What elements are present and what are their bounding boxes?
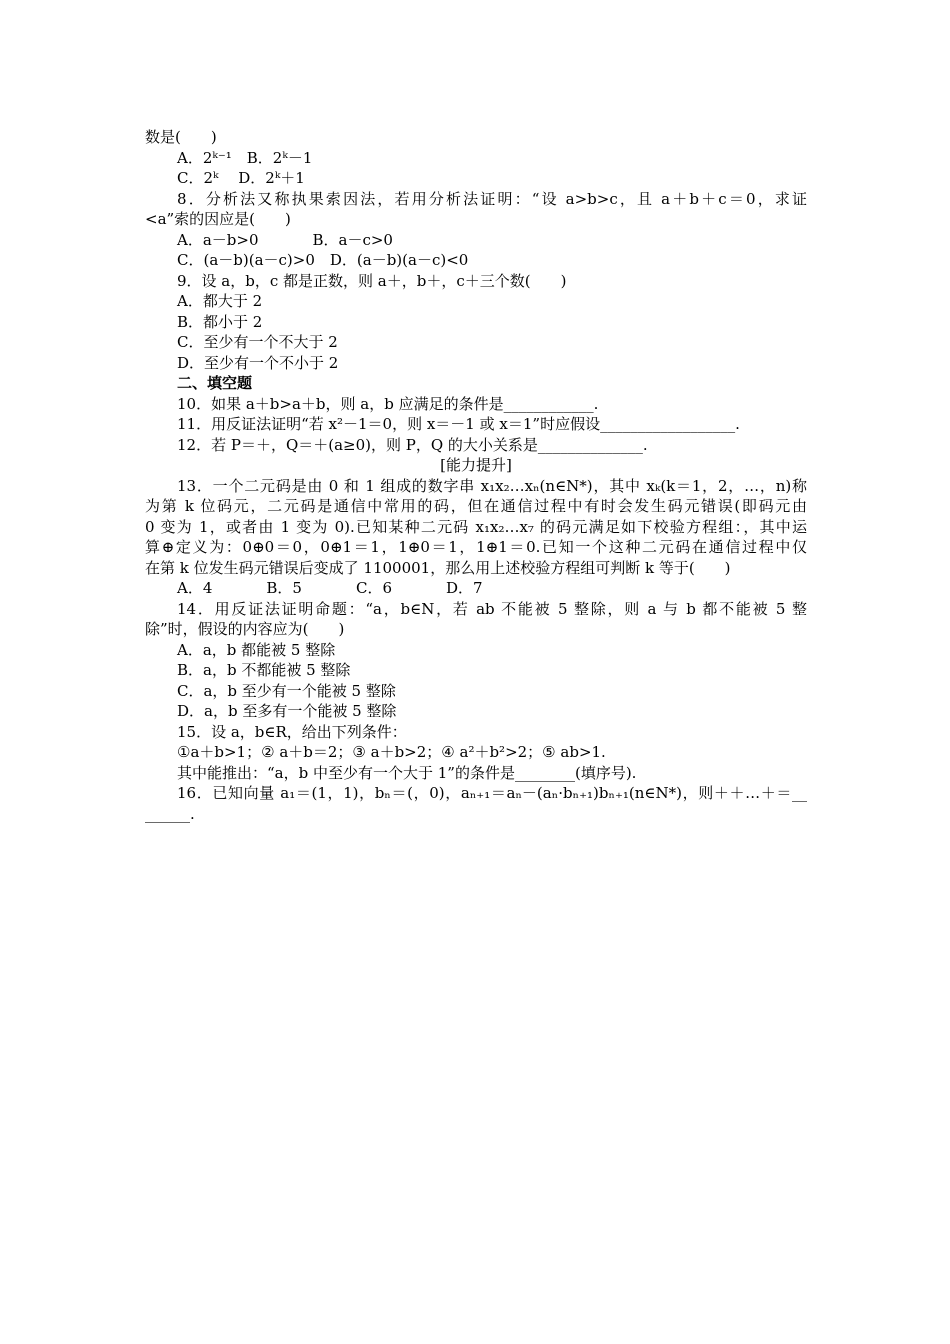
q13-options <box>145 578 807 599</box>
q16-line2: ______. <box>145 804 195 823</box>
q15-conditions: ①a＋b>1；② a＋b＝2；③ a＋b>2；④ a²＋b²>2；⑤ ab>1. <box>177 743 606 761</box>
q8-stem-line2: <a”索的因应是( ) <box>145 210 291 228</box>
q12: 12．若 P＝＋，Q＝＋(a≥0)，则 P，Q 的大小关系是______________. <box>177 435 648 454</box>
q14-line1: 14．用反证法证明命题：“a，b∈N，若 ab 不能被 5 整除，则 a 与 b 都不能被 5 整 <box>177 599 807 618</box>
q9-option-a: A．都大于 2 <box>177 292 263 310</box>
q14-option-b: B．a，b 不都能被 5 整除 <box>177 661 351 679</box>
q13-line3: 0 变为 1，或者由 1 变为 0).已知某种二元码 x₁x₂…x₇ 的码元满足如下校验方程组：，其中运 <box>145 517 807 536</box>
q14-option-a: A．a，b 都能被 5 整除 <box>177 640 336 659</box>
q13-line5: 在第 k 位发生码元错误后变成了 1100001，那么用上述校验方程组可判断 k 等于( ) <box>145 558 731 577</box>
q9-stem: 9．设 a，b，c 都是正数，则 a＋，b＋，c＋三个数( ) <box>177 271 567 290</box>
q8-option-a: A．a－b>0 <box>177 230 259 249</box>
section-fill-in-heading: 二、填空题 <box>177 374 253 392</box>
q13-line1: 13．一个二元码是由 0 和 1 组成的数字串 x₁x₂…xₙ(n∈N*)，其中 xₖ(k＝1，2，…，n)称 <box>177 476 807 495</box>
q13-line4: 算⊕定义为：0⊕0＝0，0⊕1＝1，1⊕0＝1，1⊕1＝0.已知一个这种二元码在通信过程中仅 <box>145 538 807 556</box>
q13-option-d: D．7 <box>446 579 483 597</box>
q14-option-c: C．a，b 至少有一个能被 5 整除 <box>177 681 396 700</box>
q7-stem-tail: 数是( ) <box>145 128 217 146</box>
q7-options-ab: A．2ᵏ⁻¹ B．2ᵏ－1 <box>177 148 313 167</box>
q8-option-b: B．a－c>0 <box>312 230 393 249</box>
q11: 11．用反证法证明“若 x²－1＝0，则 x＝－1 或 x＝1”时应假设__________________. <box>177 415 740 433</box>
q8-stem-line1: 8．分析法又称执果索因法，若用分析法证明：“设 a>b>c，且 a＋b＋c＝0，求证 <box>177 189 807 208</box>
q14-option-d: D．a，b 至多有一个能被 5 整除 <box>177 702 397 720</box>
q9-option-c: C．至少有一个不大于 2 <box>177 333 338 351</box>
q13-option-c: C．6 <box>355 579 392 597</box>
q13-option-a: A．4 <box>177 579 213 597</box>
q10: 10．如果 a＋b>a＋b，则 a，b 应满足的条件是____________. <box>177 394 599 413</box>
q13-option-b: B．5 <box>266 579 302 597</box>
q8-options-cd: C．(a－b)(a－c)>0 D．(a－b)(a－c)<0 <box>177 251 469 269</box>
q8-options-ab <box>145 230 807 251</box>
q15-stem: 15．设 a，b∈R，给出下列条件： <box>177 722 407 741</box>
q13-line2: 为第 k 位码元，二元码是通信中常用的码，但在通信过程中有时会发生码元错误(即码元由 <box>145 497 807 515</box>
q7-options-cd: C．2ᵏ D．2ᵏ＋1 <box>177 169 305 187</box>
q9-option-d: D．至少有一个不小于 2 <box>177 353 339 372</box>
q9-option-b: B．都小于 2 <box>177 312 263 331</box>
worksheet-page <box>145 127 807 824</box>
q16-line1: 16．已知向量 a₁＝(1，1)，bₙ＝(，0)，aₙ₊₁＝aₙ－(aₙ·bₙ₊₁)bₙ₊₁(n∈N*)，则＋＋…＋＝__ <box>177 784 807 802</box>
q14-line2: 除”时，假设的内容应为( ) <box>145 620 345 638</box>
q15-question: 其中能推出：“a，b 中至少有一个大于 1”的条件是________(填序号). <box>177 763 637 782</box>
section-advanced-heading: [能力提升] <box>440 456 512 474</box>
